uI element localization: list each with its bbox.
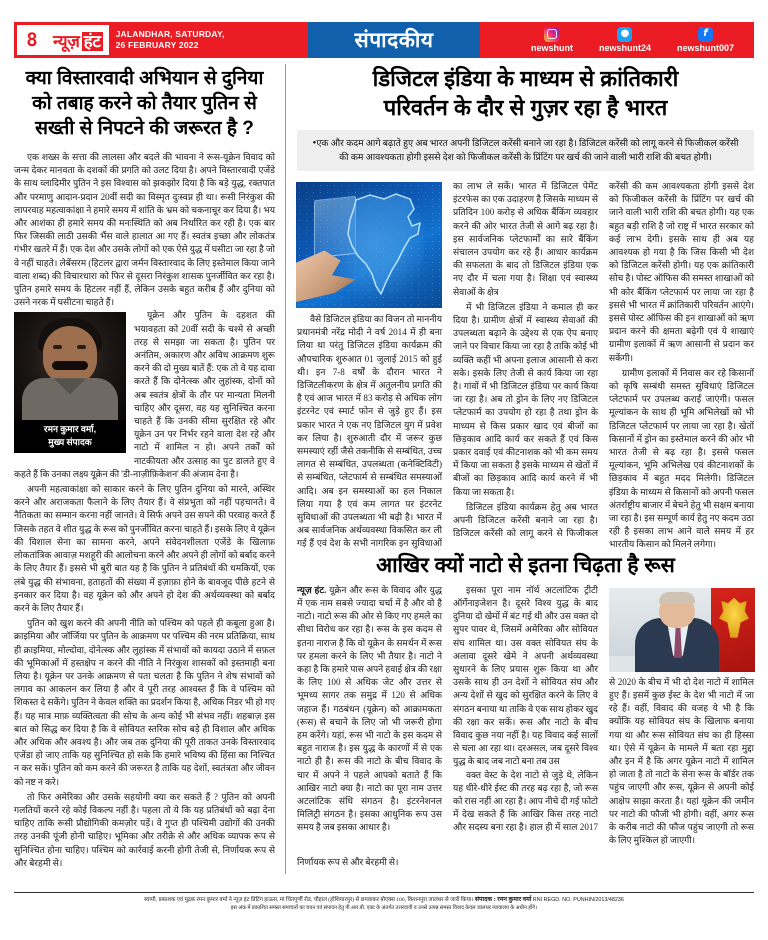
- second-paragraph: इसका पूरा नाम नॉर्थ अटलांटिक ट्रीटी ऑर्गेनाइजेशन है। दूसरे विश्व युद्ध के बाद दुनिया दो खेमों में बंट गई थी और उस वक्त दो सुपर पावर थे, जिसमें अमेरिका और सोवियत संघ शामिल था। उस वक्त सोवियत संघ के अलावा दूसरे खेमे ने अपनी अर्थव्यवस्था सुधारने के लिए प्रयास शुरू किया था और उसके साथ ही उन देशों ने सोवियत संघ और अन्य देशों से खुद को सुरक्षित करने के लिए वे संगठन बनाया था ताकि वे एक साथ होकर खुद की रक्षा कर सकें। रूस और नाटो के बीच विवाद कुछ नया नहीं है। यह विवाद कई सालों से चला आ रहा था। दरअसल, जब दूसरे विश्व युद्ध के बाद जब नाटो बना तब उस: [453, 584, 598, 767]
- dateline: न्यूज़ हंट.: [297, 584, 327, 595]
- putin-photo: [609, 588, 755, 672]
- publication-logo[interactable]: [47, 25, 109, 55]
- second-article-body: [297, 584, 754, 848]
- date-city-day: JALANDHAR, SATURDAY,: [115, 29, 225, 39]
- twitter-icon: ●: [617, 27, 632, 42]
- page-number: 8: [17, 25, 47, 55]
- digital-india-figure: [296, 182, 442, 308]
- main-headline-line1: डिजिटल इंडिया के माध्यम से क्रांतिकारी: [372, 66, 679, 91]
- digital-india-image: [296, 182, 442, 308]
- imprint-publisher: स्वामी, प्रकाशक एवं मुद्रक रमन कुमार वर्मा ने न्यूज़ हंट प्रिंटिंग हाऊस, मां चिंतपूर्णी रोड, चौहाल (होशियारपुर) से छपवाकर बोएक्स 106, किशनपुरा जालंधर से जारी किया।: [144, 897, 474, 903]
- imprint-rni: RNI REGD. NO. PUNHIN/2013/48236: [532, 897, 624, 903]
- author-caption: [14, 420, 126, 453]
- imprint-line-1: [14, 896, 754, 904]
- author-name: रमन कुमार वर्मा,: [43, 424, 97, 435]
- footer-imprint: [14, 896, 754, 912]
- footer-divider: [14, 892, 754, 893]
- twitter-handle: newshunt24: [598, 42, 651, 53]
- page-content: [14, 64, 754, 874]
- main-kicker: [297, 130, 754, 171]
- logo-text: [53, 29, 103, 52]
- main-headline-line2: परिवर्तन के दौर से गुज़र रहा है भारत: [383, 95, 668, 120]
- main-column: [297, 64, 754, 874]
- editorial-paragraph: अपनी महत्वाकांक्षा को साकार करने के लिए पुतिन दुनिया को मारने, अस्थिर करने और अराजकता फैलाने के लिए तैयार हैं। वे संप्रभुता को नहीं पहचानते। वे नैतिकता का सम्मान करना नहीं जानते। वे सिर्फ अपने उस सपने की परवाह करते हैं जिसके तहत वे शीत युद्ध के रूस को पुनर्जीवित करना चाहते हैं। इसके लिए वे यूक्रेन की विशाल सेना का सामना करने, अपने संवेदनशीलता एजेंडे के खिलाफ़ लोकतांत्रिक आवाज़ मशहूरी की आलोचना करने और अपने ही लोगों को बर्बाद करने के लिए तैयार हैं। इससे भी बुरी बात यह है कि पुतिन ने प्रतिबंधों की धमकियों, एक लंबे युद्ध की संभावना, हताहतों की संख्या में इज़ाफ़ा होने के बावजूद पीछे हटने से इनकार कर दिया है। वह यूक्रेन को और अपने हो देश की अर्थव्यवस्था को बर्बाद करने के लिए तैयार हैं।: [14, 484, 275, 613]
- author-photo: [14, 312, 126, 420]
- main-article-body: [297, 180, 754, 552]
- second-paragraph: वक्त वेस्ट के देश नाटो से जुड़े थे, लेकिन यह धीरे-धीरे ईस्ट की तरह बढ़ रहा है, जो रूस को रास नहीं आ रहा है। आप नीचे दी गई फोटो में देख सकते हैं कि आखिर किस तरह नाटो और सदस्य बना रहा है। हाल ही में साल 2017 से 2020 के बीच में भी दो देश नाटो में शामिल हुए हैं। इसमें कुछ ईस्ट के देश भी नाटो में जा रहे हैं। वहीं, विवाद की वजह ये भी है कि क्योंकि यह सोवियत संघ के खिलाफ बनाया गया था और रूस सोवियत संघ का ही हिस्सा था। ऐसे में यूक्रेन के मामले में बता रहा मुद्दा और इन में है कि अगर यूक्रेन नाटो में शामिल हो जाता है तो नाटो के सेना रूस के बॉर्डर तक पहुंच जाएगी और रूस, यूक्रेन से अपनी कोई आक्षेप साझा करता है। यहां यूक्रेन की जमीन पर नाटो की फौजी भी होगी। वहीं, अगर रूस के करीब नाटो की फौज पहुंच जाएगी तो रूस के लिए मुश्किल हो जाएगी।: [453, 676, 754, 846]
- section-tab-label: संपादकीय: [354, 29, 434, 52]
- logo-part1: न्यूज़: [53, 31, 80, 51]
- imprint-line-2: इस अंक में प्रकाशित समस्त समाचारों का चयन एवं संपादन हेतु पी.आर.बी. एक्ट के अंतर्गत उत्तरदायी व उनसे उत्पन्न समस्त विवाद केवल जालंधर न्यायालय के अधीन होंगे।: [230, 905, 538, 911]
- facebook-icon: f: [698, 27, 713, 42]
- putin-figure: [609, 588, 755, 672]
- editorial-paragraph: पुतिन को खुश करने की अपनी नीति को पश्चिम को पहले ही कबूला हुआ है। क्राइमिया और जॉर्जिया पर पुतिन के आक्रमण पर पश्चिम की नरम प्रतिक्रिया, साथ ही क्राइमिया, मोल्दोवा, दोनेत्स्क और लुहांस्क में संभावों को कायदा उठाने में सफ़ल की भूमिकाओं में हस्तक्षेप न करने की नीति ने निरंकुश शासकों को इस्तमाही बना लिया है। यूक्रेन पर उनके आक्रमण से पता चलता है कि पुतिन ने शेष संभावों को लगाव का आकलन कर लिया है और वे पूरी तरह आश्वस्त हैं कि वे पश्चिम को शिकस्त दे सकेंगे। पुतिन ने केवल शक्ति का प्रदर्शन किया है, अधिक निडर भी हो गए हैं। यह मात्र माफ़ व्यक्तित्वता की सोच के अन्य कोई भी संभव नहीं। शहबाज़ इस बात को सिद्ध कर दिया है कि वे सोवियत स्तरिक सोच बड़े ही विशाल और अधिक और अधिक और अवश्य है। और जब तक दुनिया की पूरी ताकत उनके विस्तारवाद एजेंडा हो जाए ताकि यह सुनिश्चित हो सके कि हमारे भविष्य की हिंसा का निश्चित न कर सकें। पुतिन को कम करने की जरूरत है ताकि यह देशों, स्वतंत्रता और जीवन को नष्ट न करे।: [14, 618, 275, 787]
- main-paragraph: में भी डिजिटल इंडिया ने कमाल ही कर दिया है। ग्रामीण क्षेत्रों में स्वास्थ्य सेवाओं की उपलब्धता बढ़ाने के उद्देश्य से एक ऐप बनाए जाने पर विचार किया जा रहा है ताकि कोई भी व्यक्ति कहीं भी अपना इलाज आसानी से करा सके। इसके लिए तेजी से कार्य किया जा रहा है। गांवों में भी डिजिटल इंडिया पर कार्य किया जा रहा है। अब तो ड्रोन के लिए नए डिजिटल प्लेटफार्म का उपयोग हो रहा है तथा ड्रोन के माध्यम से किस प्रकार खाद एवं बीजों का छिड़काव आदि कार्य कर सकते हैं एवं किस प्रकार दवाई एवं कीटनाशक को भी कम समय में किया जा सकता है इसके माध्यम से खेतों में बीजों का छिड़काव आदि कार्य करने में भी किया जा सकता है।: [453, 301, 598, 497]
- second-article-last-line: निर्णायक रूप से और बेरहमी से।: [297, 857, 399, 868]
- main-paragraph: डिजिटल इंडिया कार्यक्रम हेतु अब भारत अपनी डिजिटल करेंसी बनाने जा रहा है। डिजिटल करेंसी को लागू करने से फिजीकल करेंसी की कम आवश्यकता होगी इससे देश को फिजीकल करेंसी के प्रिंटिंग पर खर्च की जाने वाली भारी राशि की बचत होगी। यह एक बहुत बड़ी राशि है जो राष्ट्र में भारत सरकार को कई लाभ देगी। इसके साथ ही अब यह आवश्यक हो गया है कि जिस किसी भी देश को डिजिटल करेंसी होगी। यह एक क्रांतिकारी सोच है। पोस्ट ऑफिस की समस्त शाखाओं को भी कोर बैंकिंग प्लेटफार्म पर लाया जा रहा है इससे भी भारत में क्रांतिकारी परिवर्तन आएंगे। इससे पोस्ट ऑफिस की इन शाखाओं को ऋण प्रदान करने की क्षमता बढ़ेगी एवं ये शाखाएं ग्रामीण इलाकों में ऋण आसानी से प्रदान कर सकेंगी।: [453, 181, 754, 539]
- author-figure: [14, 312, 126, 453]
- social-facebook[interactable]: [677, 27, 734, 54]
- main-paragraph: वैसे डिजिटल इंडिया का विजन तो माननीय प्रधानमंत्री नरेंद्र मोदी ने वर्ष 2014 में ही बना लिया था परंतु डिजिटल इंडिया कार्यक्रम की औपचारिक शुरुआत 01 जुलाई 2015 को हुई थी। इन 7-8 वर्षों के दौरान भारत ने डिजिटलीकरण के क्षेत्र में अतुलनीय प्रगति की है एवं आज भारत में 83 करोड़ से अधिक लोग इंटरनेट एवं स्मार्ट फोन से जुड़े हुए हैं। इस प्रकार भारत ने एक नए डिजिटल युग में प्रवेश कर लिया है। शुरुआती दौर में जरूर कुछ समस्याएं रहीं जैसे तकनीकि से सम्बंधित, उच्च लागत से सम्बंधित, उपलब्धता (कनेक्टिविटी) से सम्बंधित, प्लेटफार्म से सम्बंधित समस्याओं आदि। अब इन समस्याओं का हल निकाल लिया गया है एवं कम लागत पर इंटरनेट सुविधाओं की उपलब्धता भी बढ़ी है। भारत में अब सार्वजनिक अर्थव्यवस्था विकसित कर ली गई हैं एवं देश के सभी नागरिक इन सुविधाओं का लाभ ले सकें। भारत में डिजिटल पेमेंट इंटरफेस का एक उदाहरण है जिसके माध्यम से प्रतिदिन 100 करोड़ से अधिक बैंकिंग व्यवहार करने की ओर भारत तेजी से आगे बढ़ रहा है। इस सार्वजनिक प्लेटफार्मों का सारे बैंकिंग संचालन उपयोग कर रहे हैं। आधार कार्यक्रम की सफलता के बाद तो डिजिटल इंडिया एक नए दौर में चला गया है। शिक्षा एवं स्वास्थ्य सेवाओं के क्षेत्र: [297, 181, 598, 549]
- main-kicker-text: एक और कदम आगे बढ़ाते हुए अब भारत अपनी डिजिटल करेंसी बनाने जा रहा है। डिजिटल करेंसी को लागू करने से फिजीकल करेंसी की कम आवश्यकता होगी इससे देश को फिजीकल करेंसी के प्रिंटिंग पर खर्च की जाने वाली भारी राशि की बचत होगी।: [316, 138, 739, 162]
- date-value: 26 FEBRUARY 2022: [115, 40, 199, 50]
- date-block: [109, 22, 225, 58]
- editorial-paragraph: तो फिर अमेरिका और उसके सहयोगी क्या कर सकते हैं ? पुतिन को अपनी गलतियों करने रहे कोई विकल्प नहीं है। पहला तो ये कि यह प्रतिबंधों को बढ़ा देना चाहिए ताकि रूसी प्रौद्योगिकी कमज़ोर पड़ें। वे गुप्त ही पश्चिमी उद्योगों की उनकी तरह उनकी पूंजी होनी चाहिए। भूमिका और तरीक़े से और अधिक व्यापक रूप से सुनिश्चित होना चाहिए। पश्चिम को कार्रवाई करनी होगी तेजी से, निर्णायक रूप से और बेरहमी से।: [14, 791, 275, 868]
- main-paragraph: ग्रामीण इलाकों में निवास कर रहे किसानों को कृषि सम्बंधी समस्त सुविधाएं डिजिटल प्लेटफार्म पर उपलब्ध कराई जाएंगी। फसल मूल्यांकन के साथ ही भूमि अभिलेखों को भी डिजिटल प्लेटफार्म पर लाया जा रहा है। खेतों किसानों में ड्रोन का इस्तेमाल करने की ओर भी भारत तेजी से बढ़ रहा है। इससे फसल मूल्यांकन, भूमि अभिलेख एवं कीटनाशकों के छिड़काव में बहुत मदद मिलेगी। डिजिटल इंडिया के माध्यम से किसानों को अपनी फसल अंतर्राष्ट्रीय बाजार में बेचने हेतु भी सक्षम बनाया जा रहा है। इस सम्पूर्ण कार्य हेतु नए कदम उठा रही है इसका लाभ आने वाले समय में हर भारतीय किसान को मिलने लगेगा।: [609, 367, 754, 550]
- second-paragraph-lead: [297, 584, 442, 835]
- editorial-paragraph: एक शख्स के सत्ता की लालसा और बदले की भावना ने रूस-यूक्रेन विवाद को जन्म देकर मानवता के दशकों की प्रगति को उलट दिया है। अपने विस्तारवादी एजेंडे के साथ व्लादिमीर पुतिन ने इस विश्वास को झकझोर दिया है कि बड़े युद्ध, रक्तपात और परमाणु आदान-प्रदान 20वीं सदी का विस्मृत दुःस्वप्न ही था। रूसी निरंकुश की लापरवाह महत्वाकांक्षा ने हमारे समय में शांति के भ्रम को चकनाचूर कर दिया है। भय और आशंका ही हमारे समय की मनःस्थिति को अब निर्धारित कर रही है। एक बार फिर जिसकी लाठी उसकी भैंस वाले हालात आ गए हैं। स्वतंत्र इच्छा और लोकतंत्र गंभीर खतरे में हैं। एक देश और उसके लोगों को एक ऐसे युद्ध में घसीटा जा रहा है जो वे नहीं चाहते। लेबेंसरम (हिटलर द्वारा जर्मन विस्तारवाद के लिए इस्तेमाल किया जाने वाला शब्द) की विचारधारा को फिर से दूसरा निरंकुश शासक पुनर्जीवित कर रहा है। पुतिन हमारे समय के हिटलर नहीं हैं, लेकिन उसके बहुत करीब हैं और दुनिया को उसने नरक में घसीटना चाहते हैं।: [14, 152, 275, 308]
- bullet-icon: •: [312, 137, 317, 149]
- social-links: [531, 22, 748, 58]
- second-paragraph: यूक्रेन और रूस के विवाद और युद्ध में एक नाम सबसे ज्यादा चर्चा में है और वो है नाटो। नाटो रूस की ओर से किए गए हमले का सीधा विरोध कर रहा है। रूस के इस कदम से इतना नाराज है कि वो यूक्रेन के समर्थन में रूस पर हमला करने के लिए भी तैयार है। नाटो ने कहा है कि हमारे पास अपने हवाई क्षेत्र की रक्षा के लिए 100 से अधिक जेट और उत्तर से भूमध्य सागर तक समुद्र में 120 से अधिक जहाज हैं। गठबंधन (यूक्रेन) को आक्रामकता (रूस) से बचाने के लिए जो भी जरूरी होगा हम करेंगे। यहां, रूस भी नाटो के इस कदम से बहुत नाराज है। इस युद्ध के कारणों में से एक नाटो ही है। रूस की नाटो के बीच विवाद के चार में अपने ने पहले आपको बताते हैं कि आखिर नाटो क्या है। नाटो का पूरा नाम उत्तर अटलांटिक संधि संगठन है। इंटरनेशनल मिलिट्री संगठन है। इसका आधुनिक रूप उस समय है जब इसका आधार है।: [297, 584, 442, 833]
- masthead: [14, 22, 754, 58]
- india-map-icon: [340, 190, 426, 302]
- section-tab-editorial[interactable]: [308, 22, 480, 58]
- editorial-body: [14, 151, 275, 870]
- social-twitter[interactable]: [599, 27, 651, 54]
- second-article-headline: आखिर क्यों नाटो से इतना चिढ़ता है रूस: [376, 553, 675, 577]
- facebook-handle: newshunt007: [676, 42, 734, 53]
- instagram-handle: newshunt: [530, 42, 573, 53]
- author-designation: मुख्य संपादक: [48, 437, 92, 448]
- editorial-column: [14, 64, 286, 874]
- editorial-headline: क्या विस्तारवादी अभियान से दुनिया को तबाह करने को तैयार पुतिन से सख्ती से निपटने की जरूरत है ?: [25, 68, 264, 139]
- editorial-paragraph: यूक्रेन और पुतिन के दहशत की भयावहता को 20वीं सदी के चश्मे से अच्छी तरह से समझा जा सकता है। पुतिन पर अनंतिम, अकारण और अविध आक्रमण शुरू करने की दो मुख्य बातें हैं: एक तो वे यह दावा करते हैं कि दोनेत्स्क और लुहांस्क, दोनों को अब स्वतंत्र क्षेत्रों के तौर पर मान्यता मिलनी चाहिए और दूसरा, वह यह सुनिश्चित करना चाहते हैं कि उनकी सीमा सुरक्षित रहे और यूक्रेन उन पर निर्भर रहने वाला देश रहे और नाटो में शामिल न हो। अपने तर्कों को नाटकीयता और उत्साह का पुट डालते हुए वे कहते हैं कि उनका लक्ष्य यूक्रेन की 'डी-नाज़ीफ़िकेशन' की अंजाम देना है।: [14, 310, 275, 479]
- social-instagram[interactable]: [531, 27, 573, 54]
- main-headline: [297, 64, 754, 122]
- imprint-editor: संपादक : रमन कुमार वर्मा: [474, 896, 532, 903]
- instagram-icon: [544, 27, 559, 42]
- logo-part2: हंट: [83, 31, 101, 51]
